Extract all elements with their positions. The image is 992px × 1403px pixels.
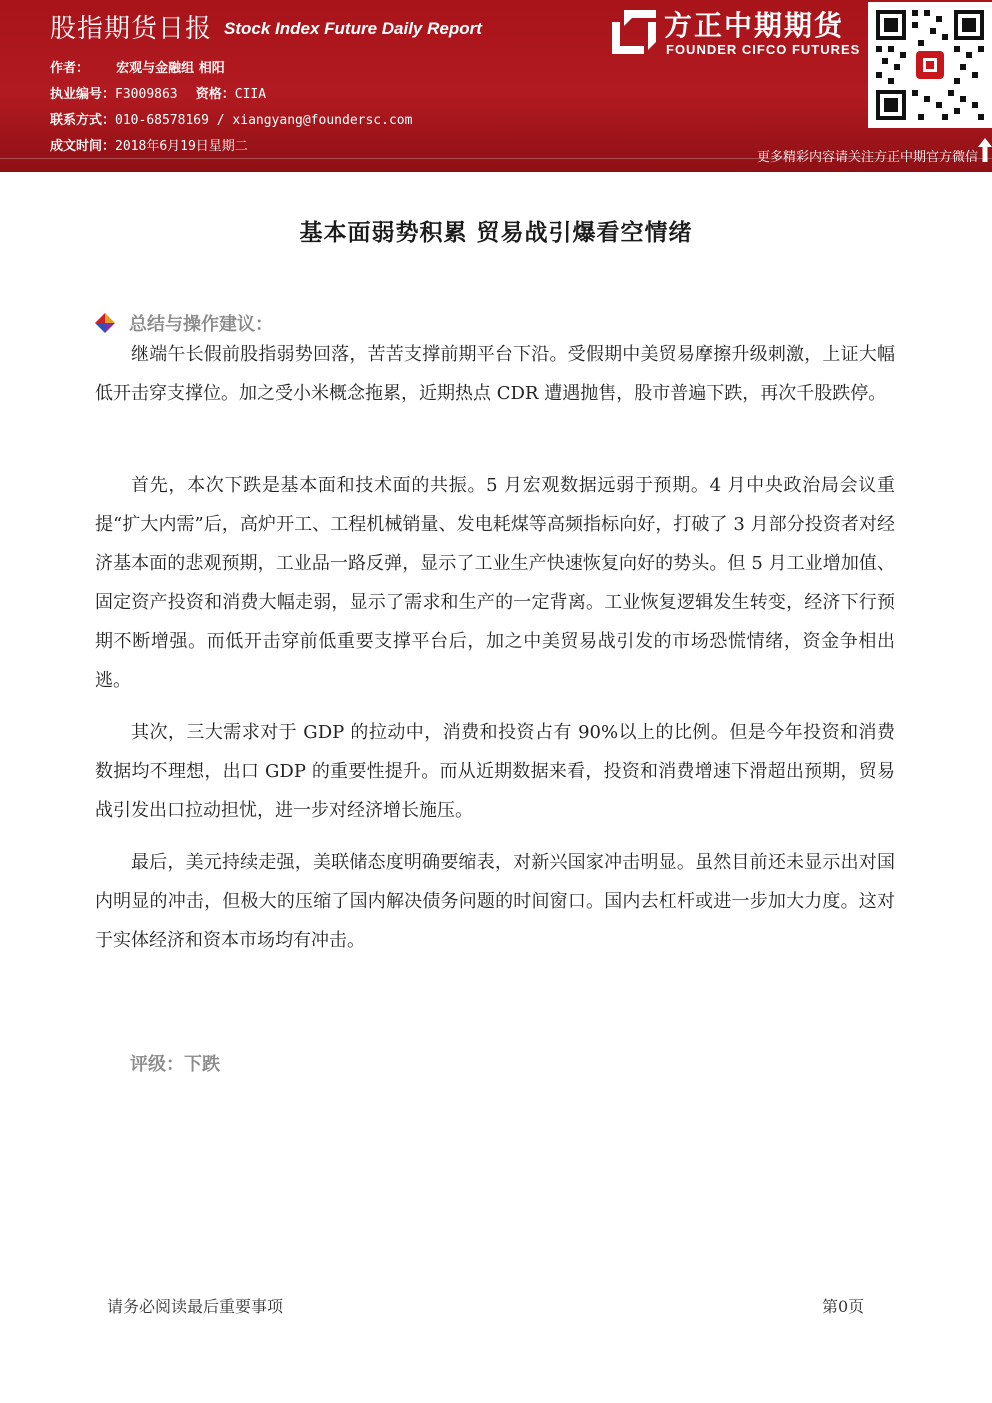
up-arrow-icon	[978, 138, 992, 162]
qualification-value: CIIA	[234, 87, 267, 102]
footer-disclaimer-note: 请务必阅读最后重要事项	[107, 1297, 284, 1316]
paragraph-1: 继端午长假前股指弱势回落，苦苦支撑前期平台下沿。受假期中美贸易摩擦升级刺激，上证大幅低开击穿支撑位。加之受小米概念拖累，近期热点 CDR 遭遇抛售，股市普遍下跌，再次千股跌停。	[95, 344, 895, 404]
report-title-cn: 股指期货日报	[50, 14, 213, 44]
company-logo-en: FOUNDER CIFCO FUTURES	[666, 42, 861, 57]
section-heading	[95, 310, 273, 336]
report-title-en: Stock Index Future Daily Report	[224, 19, 482, 38]
license-line	[50, 83, 266, 102]
document-title: 基本面弱势积累 贸易战引爆看空情绪	[299, 219, 693, 246]
paragraph-4: 最后，美元持续走强，美联储态度明确要缩表，对新兴国家冲击明显。虽然目前还未显示出对国内明显的冲击，但极大的压缩了国内解决债务问题的时间窗口。国内去杠杆或进一步加大力度。这对于实体经济和资本市场均有冲击。	[95, 852, 895, 951]
license-value: F3009863	[115, 87, 178, 102]
follow-wechat-text: 更多精彩内容请关注方正中期官方微信	[756, 150, 978, 165]
section-heading-text: 总结与操作建议：	[129, 314, 273, 335]
contact-line	[50, 109, 412, 128]
report-header	[0, 0, 992, 172]
contact-value: 010-68578169 / xiangyang@foundersc.com	[115, 113, 413, 128]
author-line	[50, 57, 225, 76]
date-line	[50, 135, 248, 154]
company-logo-cn: 方正中期期货	[664, 9, 845, 42]
page-number: 第0页	[822, 1297, 865, 1316]
qr-code-icon	[868, 2, 992, 128]
author-value: 宏观与金融组 相阳	[116, 61, 225, 76]
date-value: 2018年6月19日星期二	[115, 139, 248, 154]
diamond-bullet-icon	[95, 313, 115, 333]
date-label: 成文时间：	[50, 139, 116, 154]
rating-text: 评级：下跌	[130, 1054, 220, 1075]
author-label: 作者：	[50, 61, 90, 76]
paragraph-3: 其次，三大需求对于 GDP 的拉动中，消费和投资占有 90%以上的比例。但是今年投资和消费数据均不理想，出口 GDP 的重要性提升。而从近期数据来看，投资和消费增速下滑超出预期，贸易战引发出口拉动担忧，进一步对经济增长施压。	[95, 722, 895, 821]
license-label: 执业编号：	[50, 87, 116, 102]
qualification-label: 资格：	[195, 87, 235, 102]
paragraph-2: 首先，本次下跌是基本面和技术面的共振。5 月宏观数据远弱于预期。4 月中央政治局会议重提“扩大内需”后，高炉开工、工程机械销量、发电耗煤等高频指标向好，打破了 3 月部分投资者对经济基本面的悲观预期，工业品一路反弹，显示了工业生产快速恢复向好的势头。但 5 月工业增加值、固定资产投资和消费大幅走弱，显示了需求和生产的一定背离。工业恢复逻辑发生转变，经济下行预期不断增强。而低开击穿前低重要支撑平台后，加之中美贸易战引发的市场恐慌情绪，资金争相出逃。	[95, 475, 895, 691]
contact-label: 联系方式：	[50, 113, 116, 128]
logo-mark-icon	[610, 8, 658, 56]
